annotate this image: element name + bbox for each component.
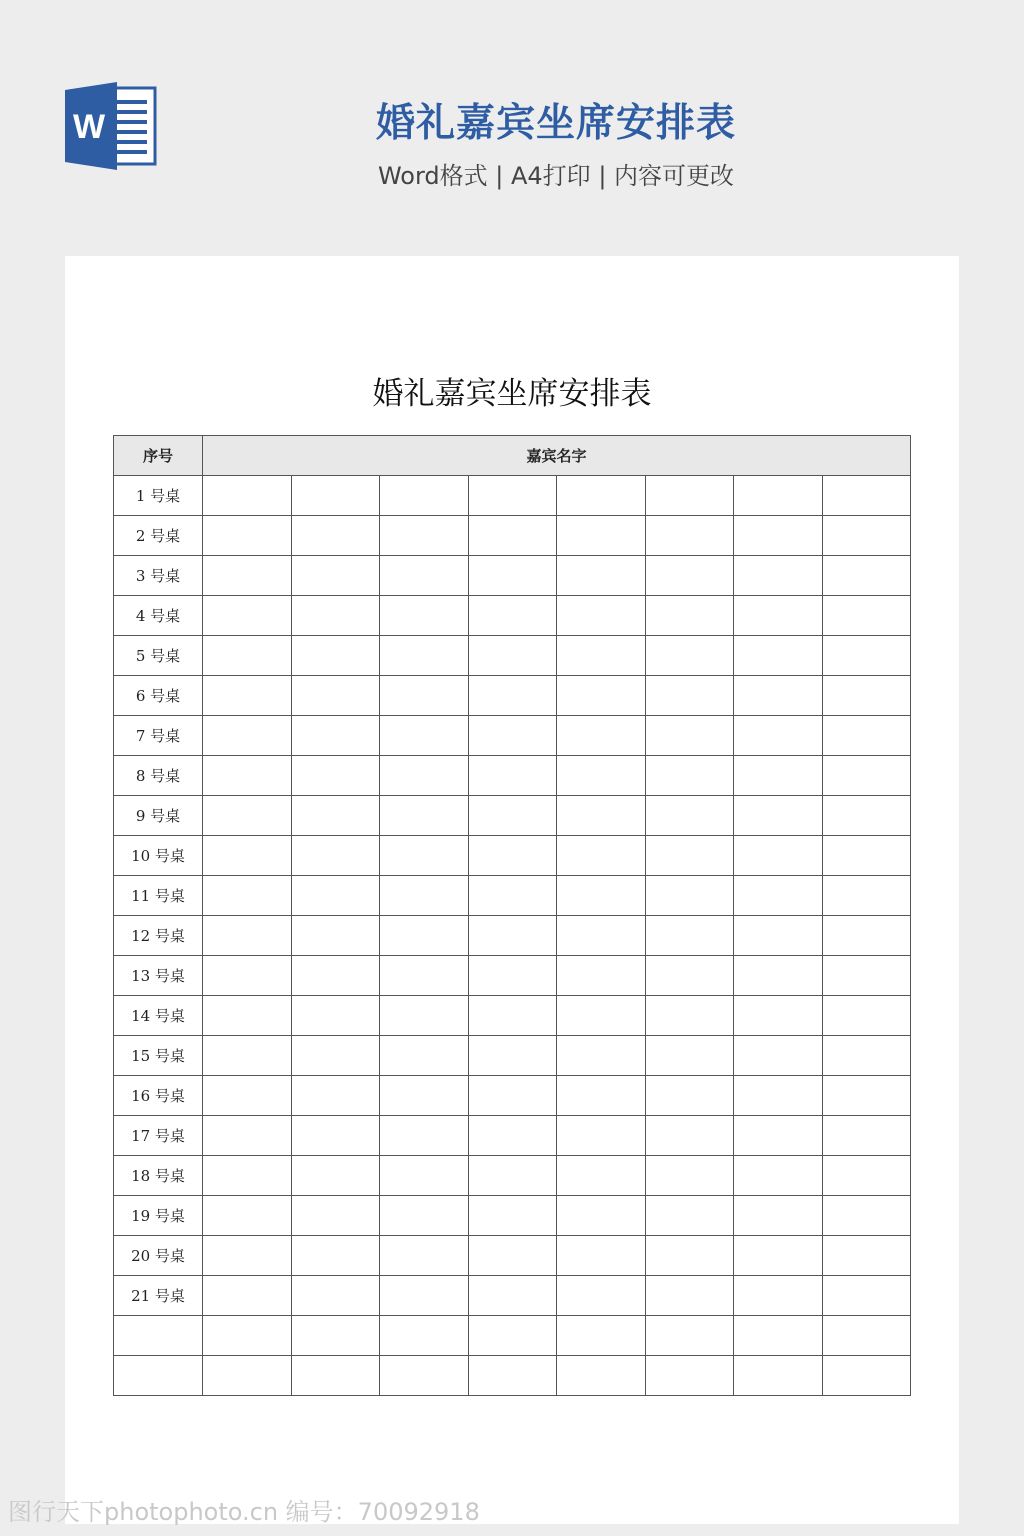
table-number-cell: 18 号桌 [114, 1156, 203, 1196]
guest-name-cell[interactable] [734, 596, 823, 636]
table-number-cell: 17 号桌 [114, 1116, 203, 1156]
guest-name-cell[interactable] [645, 1076, 734, 1116]
guest-name-cell[interactable] [203, 636, 292, 676]
table-row [114, 796, 911, 836]
guest-name-cell[interactable] [468, 1276, 557, 1316]
guest-name-cell[interactable] [291, 476, 380, 516]
table-number-cell: 15 号桌 [114, 1036, 203, 1076]
guest-name-cell[interactable] [203, 1156, 292, 1196]
guest-name-cell[interactable] [203, 996, 292, 1036]
guest-name-cell[interactable] [734, 796, 823, 836]
guest-name-cell[interactable] [557, 676, 646, 716]
guest-name-cell[interactable] [822, 1196, 911, 1236]
guest-name-cell[interactable] [468, 676, 557, 716]
guest-name-cell[interactable] [822, 1276, 911, 1316]
table-body [114, 476, 911, 1396]
guest-name-cell[interactable] [468, 836, 557, 876]
guest-name-cell[interactable] [557, 916, 646, 956]
table-row [114, 1276, 911, 1316]
table-row [114, 636, 911, 676]
guest-name-cell[interactable] [203, 596, 292, 636]
guest-name-cell[interactable] [468, 1316, 557, 1356]
guest-name-cell[interactable] [468, 1116, 557, 1156]
guest-name-cell[interactable] [291, 916, 380, 956]
guest-name-cell[interactable] [645, 716, 734, 756]
guest-name-cell[interactable] [557, 476, 646, 516]
table-row [114, 916, 911, 956]
table-row [114, 836, 911, 876]
guest-name-cell[interactable] [380, 956, 469, 996]
guest-name-cell[interactable] [380, 1196, 469, 1236]
table-row [114, 876, 911, 916]
table-number-cell [114, 1356, 203, 1396]
guest-name-cell[interactable] [203, 916, 292, 956]
table-number-cell [114, 1316, 203, 1356]
table-header-row [114, 436, 911, 476]
guest-name-cell[interactable] [822, 1036, 911, 1076]
guest-name-cell[interactable] [291, 956, 380, 996]
table-row [114, 1236, 911, 1276]
table-row [114, 676, 911, 716]
guest-name-cell[interactable] [468, 1076, 557, 1116]
guest-name-cell[interactable] [203, 516, 292, 556]
guest-name-cell[interactable] [734, 1276, 823, 1316]
word-doc-icon [65, 82, 157, 170]
table-number-cell: 2 号桌 [114, 516, 203, 556]
guest-name-cell[interactable] [203, 476, 292, 516]
guest-name-cell[interactable] [645, 676, 734, 716]
guest-name-cell[interactable] [822, 516, 911, 556]
table-number-cell: 13 号桌 [114, 956, 203, 996]
guest-name-cell[interactable] [734, 1076, 823, 1116]
guest-name-cell[interactable] [468, 916, 557, 956]
guest-name-cell[interactable] [468, 996, 557, 1036]
guest-name-cell[interactable] [734, 1116, 823, 1156]
table-row [114, 956, 911, 996]
guest-name-cell[interactable] [380, 1116, 469, 1156]
guest-name-cell[interactable] [203, 836, 292, 876]
guest-name-cell[interactable] [203, 1236, 292, 1276]
guest-name-cell[interactable] [557, 996, 646, 1036]
guest-name-cell[interactable] [822, 756, 911, 796]
table-number-cell: 6 号桌 [114, 676, 203, 716]
guest-name-cell[interactable] [557, 1276, 646, 1316]
guest-name-cell[interactable] [822, 1156, 911, 1196]
guest-name-cell[interactable] [822, 556, 911, 596]
guest-name-cell[interactable] [557, 836, 646, 876]
guest-name-cell[interactable] [822, 676, 911, 716]
guest-name-cell[interactable] [822, 1076, 911, 1116]
guest-name-cell[interactable] [291, 516, 380, 556]
table-number-cell: 7 号桌 [114, 716, 203, 756]
table-number-cell: 10 号桌 [114, 836, 203, 876]
guest-name-cell[interactable] [734, 556, 823, 596]
guest-name-cell[interactable] [468, 876, 557, 916]
table-number-cell: 3 号桌 [114, 556, 203, 596]
guest-name-cell[interactable] [734, 636, 823, 676]
guest-name-cell[interactable] [380, 556, 469, 596]
guest-name-cell[interactable] [291, 716, 380, 756]
guest-name-cell[interactable] [380, 1236, 469, 1276]
guest-name-cell[interactable] [291, 796, 380, 836]
guest-name-cell[interactable] [822, 716, 911, 756]
guest-name-cell[interactable] [203, 556, 292, 596]
seating-table [113, 435, 911, 1396]
guest-name-cell[interactable] [468, 1356, 557, 1396]
guest-name-cell[interactable] [291, 876, 380, 916]
guest-name-cell[interactable] [380, 876, 469, 916]
table-number-cell: 14 号桌 [114, 996, 203, 1036]
guest-name-cell[interactable] [822, 596, 911, 636]
guest-name-cell[interactable] [645, 756, 734, 796]
guest-name-cell[interactable] [468, 796, 557, 836]
guest-name-cell[interactable] [734, 756, 823, 796]
guest-name-cell[interactable] [380, 716, 469, 756]
guest-name-cell[interactable] [468, 516, 557, 556]
guest-name-cell[interactable] [468, 476, 557, 516]
header-seq: 序号 [114, 436, 203, 476]
table-row [114, 1356, 911, 1396]
guest-name-cell[interactable] [645, 1196, 734, 1236]
guest-name-cell[interactable] [645, 796, 734, 836]
guest-name-cell[interactable] [645, 516, 734, 556]
guest-name-cell[interactable] [380, 796, 469, 836]
guest-name-cell[interactable] [557, 636, 646, 676]
guest-name-cell[interactable] [822, 1236, 911, 1276]
guest-name-cell[interactable] [468, 596, 557, 636]
guest-name-cell[interactable] [203, 1076, 292, 1116]
guest-name-cell[interactable] [291, 1116, 380, 1156]
guest-name-cell[interactable] [203, 1356, 292, 1396]
guest-name-cell[interactable] [734, 1316, 823, 1356]
guest-name-cell[interactable] [645, 876, 734, 916]
guest-name-cell[interactable] [645, 1116, 734, 1156]
guest-name-cell[interactable] [557, 596, 646, 636]
guest-name-cell[interactable] [203, 876, 292, 916]
guest-name-cell[interactable] [734, 956, 823, 996]
guest-name-cell[interactable] [203, 716, 292, 756]
table-row [114, 1036, 911, 1076]
guest-name-cell[interactable] [734, 1156, 823, 1196]
guest-name-cell[interactable] [291, 596, 380, 636]
word-icon-letter: W [72, 108, 106, 146]
guest-name-cell[interactable] [645, 956, 734, 996]
header-guests: 嘉宾名字 [203, 436, 911, 476]
guest-name-cell[interactable] [291, 1036, 380, 1076]
guest-name-cell[interactable] [468, 636, 557, 676]
guest-name-cell[interactable] [380, 636, 469, 676]
guest-name-cell[interactable] [822, 476, 911, 516]
table-number-cell: 4 号桌 [114, 596, 203, 636]
guest-name-cell[interactable] [468, 716, 557, 756]
guest-name-cell[interactable] [734, 916, 823, 956]
guest-name-cell[interactable] [291, 1076, 380, 1116]
guest-name-cell[interactable] [645, 596, 734, 636]
guest-name-cell[interactable] [822, 916, 911, 956]
table-number-cell: 16 号桌 [114, 1076, 203, 1116]
guest-name-cell[interactable] [645, 836, 734, 876]
table-number-cell: 1 号桌 [114, 476, 203, 516]
guest-name-cell[interactable] [822, 636, 911, 676]
table-number-cell: 12 号桌 [114, 916, 203, 956]
guest-name-cell[interactable] [557, 796, 646, 836]
guest-name-cell[interactable] [734, 516, 823, 556]
guest-name-cell[interactable] [203, 676, 292, 716]
guest-name-cell[interactable] [734, 476, 823, 516]
guest-name-cell[interactable] [822, 876, 911, 916]
table-number-cell: 20 号桌 [114, 1236, 203, 1276]
table-row [114, 716, 911, 756]
guest-name-cell[interactable] [557, 1356, 646, 1396]
guest-name-cell[interactable] [380, 756, 469, 796]
table-row [114, 1156, 911, 1196]
guest-name-cell[interactable] [734, 876, 823, 916]
table-row [114, 1116, 911, 1156]
guest-name-cell[interactable] [203, 1036, 292, 1076]
table-number-cell: 9 号桌 [114, 796, 203, 836]
guest-name-cell[interactable] [734, 836, 823, 876]
banner-title: 婚礼嘉宾坐席安排表 [375, 101, 736, 146]
guest-name-cell[interactable] [822, 956, 911, 996]
guest-name-cell[interactable] [291, 1196, 380, 1236]
guest-name-cell[interactable] [380, 1356, 469, 1396]
guest-name-cell[interactable] [822, 796, 911, 836]
guest-name-cell[interactable] [734, 716, 823, 756]
guest-name-cell[interactable] [380, 1276, 469, 1316]
guest-name-cell[interactable] [822, 1356, 911, 1396]
guest-name-cell[interactable] [645, 1156, 734, 1196]
table-number-cell: 8 号桌 [114, 756, 203, 796]
guest-name-cell[interactable] [203, 796, 292, 836]
guest-name-cell[interactable] [380, 836, 469, 876]
guest-name-cell[interactable] [291, 1276, 380, 1316]
guest-name-cell[interactable] [203, 1276, 292, 1316]
table-row [114, 756, 911, 796]
guest-name-cell[interactable] [291, 636, 380, 676]
guest-name-cell[interactable] [380, 916, 469, 956]
guest-name-cell[interactable] [557, 1236, 646, 1276]
guest-name-cell[interactable] [557, 1316, 646, 1356]
guest-name-cell[interactable] [468, 756, 557, 796]
guest-name-cell[interactable] [734, 676, 823, 716]
guest-name-cell[interactable] [468, 1036, 557, 1076]
guest-name-cell[interactable] [822, 836, 911, 876]
guest-name-cell[interactable] [291, 756, 380, 796]
guest-name-cell[interactable] [468, 556, 557, 596]
guest-name-cell[interactable] [557, 876, 646, 916]
banner-subtitle: Word格式 | A4打印 | 内容可更改 [377, 162, 735, 190]
guest-name-cell[interactable] [203, 956, 292, 996]
guest-name-cell[interactable] [557, 1156, 646, 1196]
guest-name-cell[interactable] [645, 636, 734, 676]
guest-name-cell[interactable] [380, 1076, 469, 1116]
guest-name-cell[interactable] [203, 756, 292, 796]
guest-name-cell[interactable] [291, 836, 380, 876]
guest-name-cell[interactable] [822, 1316, 911, 1356]
guest-name-cell[interactable] [645, 1036, 734, 1076]
guest-name-cell[interactable] [645, 1316, 734, 1356]
guest-name-cell[interactable] [645, 916, 734, 956]
guest-name-cell[interactable] [380, 1156, 469, 1196]
guest-name-cell[interactable] [468, 1236, 557, 1276]
guest-name-cell[interactable] [291, 1356, 380, 1396]
guest-name-cell[interactable] [203, 1316, 292, 1356]
table-row [114, 1196, 911, 1236]
document-title: 婚礼嘉宾坐席安排表 [372, 376, 652, 412]
table-number-cell: 11 号桌 [114, 876, 203, 916]
guest-name-cell[interactable] [557, 1116, 646, 1156]
guest-name-cell[interactable] [203, 1196, 292, 1236]
guest-name-cell[interactable] [380, 476, 469, 516]
guest-name-cell[interactable] [557, 1076, 646, 1116]
guest-name-cell[interactable] [645, 1236, 734, 1276]
guest-name-cell[interactable] [380, 516, 469, 556]
watermark: 图行天下photophoto.cn 编号：70092918 [8, 1498, 480, 1526]
guest-name-cell[interactable] [557, 756, 646, 796]
table-number-cell: 19 号桌 [114, 1196, 203, 1236]
guest-name-cell[interactable] [557, 556, 646, 596]
guest-name-cell[interactable] [380, 676, 469, 716]
document-page [65, 256, 959, 1524]
table-row [114, 596, 911, 636]
table-number-cell: 21 号桌 [114, 1276, 203, 1316]
guest-name-cell[interactable] [557, 516, 646, 556]
guest-name-cell[interactable] [734, 1236, 823, 1276]
guest-name-cell[interactable] [557, 1036, 646, 1076]
guest-name-cell[interactable] [734, 1196, 823, 1236]
guest-name-cell[interactable] [557, 716, 646, 756]
guest-name-cell[interactable] [468, 1156, 557, 1196]
guest-name-cell[interactable] [645, 996, 734, 1036]
guest-name-cell[interactable] [291, 676, 380, 716]
table-row [114, 556, 911, 596]
table-row [114, 476, 911, 516]
guest-name-cell[interactable] [645, 1276, 734, 1316]
guest-name-cell[interactable] [822, 1116, 911, 1156]
guest-name-cell[interactable] [380, 1316, 469, 1356]
guest-name-cell[interactable] [645, 1356, 734, 1396]
table-number-cell: 5 号桌 [114, 636, 203, 676]
guest-name-cell[interactable] [734, 996, 823, 1036]
guest-name-cell[interactable] [557, 956, 646, 996]
guest-name-cell[interactable] [380, 996, 469, 1036]
table-row [114, 516, 911, 556]
table-row [114, 996, 911, 1036]
guest-name-cell[interactable] [468, 956, 557, 996]
guest-name-cell[interactable] [203, 1116, 292, 1156]
guest-name-cell[interactable] [291, 1236, 380, 1276]
guest-name-cell[interactable] [380, 1036, 469, 1076]
guest-name-cell[interactable] [291, 1316, 380, 1356]
guest-name-cell[interactable] [557, 1196, 646, 1236]
guest-name-cell[interactable] [291, 1156, 380, 1196]
guest-name-cell[interactable] [291, 556, 380, 596]
guest-name-cell[interactable] [645, 476, 734, 516]
guest-name-cell[interactable] [734, 1036, 823, 1076]
guest-name-cell[interactable] [380, 596, 469, 636]
table-row [114, 1316, 911, 1356]
guest-name-cell[interactable] [468, 1196, 557, 1236]
guest-name-cell[interactable] [822, 996, 911, 1036]
table-row [114, 1076, 911, 1116]
guest-name-cell[interactable] [291, 996, 380, 1036]
guest-name-cell[interactable] [645, 556, 734, 596]
guest-name-cell[interactable] [734, 1356, 823, 1396]
